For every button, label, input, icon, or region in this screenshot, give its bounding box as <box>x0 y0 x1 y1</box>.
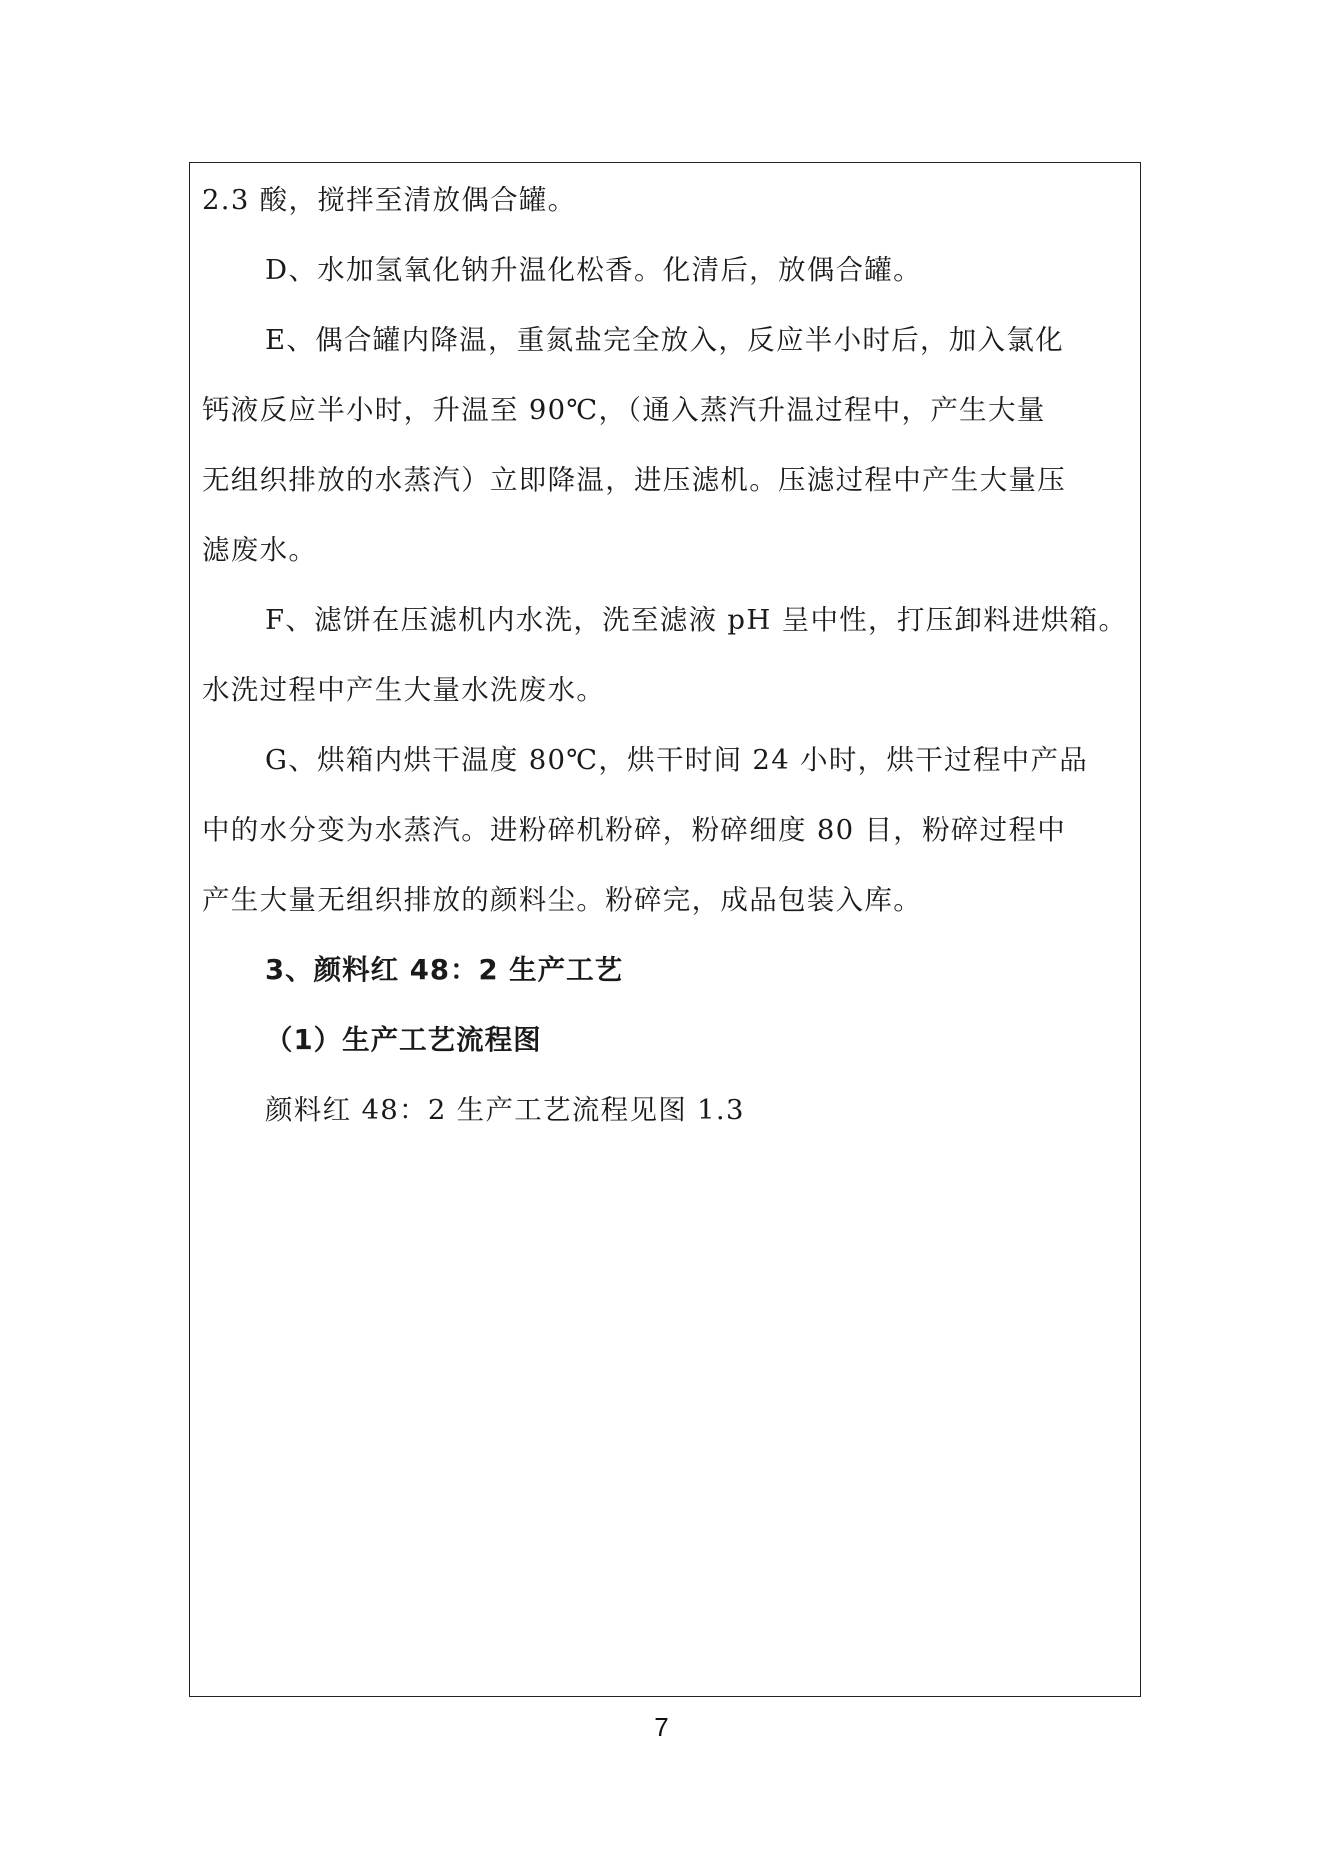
paragraph-line: 产生大量无组织排放的颜料尘。粉碎完，成品包装入库。 <box>202 884 922 916</box>
paragraph-line: 滤废水。 <box>202 534 318 566</box>
paragraph-line: 颜料红 48：2 生产工艺流程见图 1.3 <box>265 1094 745 1126</box>
paragraph-line: E、偶合罐内降温，重氮盐完全放入，反应半小时后，加入氯化 <box>265 324 1064 356</box>
paragraph-line: D、水加氢氧化钠升温化松香。化清后，放偶合罐。 <box>265 254 922 286</box>
page-number: 7 <box>654 1712 669 1742</box>
section-heading: 3、颜料红 48：2 生产工艺 <box>265 954 624 986</box>
paragraph-line: 水洗过程中产生大量水洗废水。 <box>202 674 606 706</box>
paragraph-line: 钙液反应半小时，升温至 90℃，（通入蒸汽升温过程中，产生大量 <box>202 394 1046 426</box>
paragraph-line: 中的水分变为水蒸汽。进粉碎机粉碎，粉碎细度 80 目，粉碎过程中 <box>202 814 1067 846</box>
paragraph-line: 2.3 酸，搅拌至清放偶合罐。 <box>202 184 577 216</box>
paragraph-line: G、烘箱内烘干温度 80℃，烘干时间 24 小时，烘干过程中产品 <box>265 744 1089 776</box>
paragraph-line: F、滤饼在压滤机内水洗，洗至滤液 pH 呈中性，打压卸料进烘箱。 <box>265 604 1128 636</box>
paragraph-line: 无组织排放的水蒸汽）立即降温，进压滤机。压滤过程中产生大量压 <box>202 464 1066 496</box>
document-body <box>202 172 1130 1152</box>
subsection-heading: （1）生产工艺流程图 <box>265 1024 542 1056</box>
